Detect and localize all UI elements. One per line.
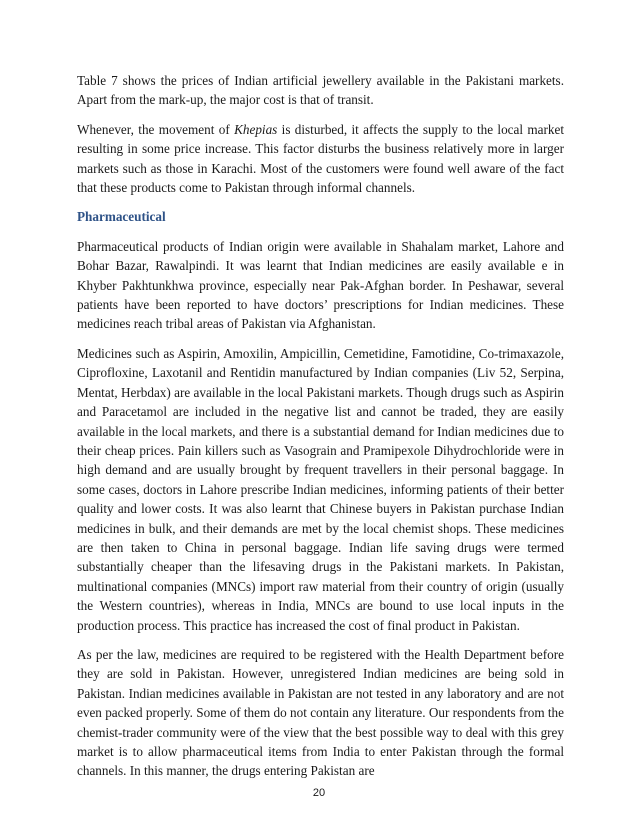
page-number: 20 [312, 787, 326, 799]
paragraph-registration-law: As per the law, medicines are required to be registered with the Health Department before they are sold in Pakistan. However, unregistered Indian medicines are being sold in Pakistan. Indian medicines available in Pakistan are not tested in any laboratory and are not even packed properly. Some of them do not contain any literature. Our respondents from the chemist-trader community were of the view that the best possible way to deal with this grey market is to allow pharmaceutical items from India to enter Pakistan through the formal channels. In this manner, the drugs entering Pakistan are [77, 646, 564, 779]
paragraph-khepias-start: Whenever, the movement of [77, 121, 235, 137]
paragraph-khepias [77, 120, 564, 198]
section-heading-pharmaceutical: Pharmaceutical [77, 209, 166, 225]
paragraph-pharma-origin: Pharmaceutical products of Indian origin were available in Shahalam market, Lahore and Bohar Bazar, Rawalpindi. It was learnt that Indian medicines are easily available e in Khyber Pakhtunkhwa province, especially near Pak-Afghan border. In Peshawar, several patients have been reported to have doctors’ prescriptions for Indian medicines. These medicines reach tribal areas of Pakistan via Afghanistan. [77, 238, 564, 332]
paragraph-jewellery-prices: Table 7 shows the prices of Indian artificial jewellery available in the Pakistani markets. Apart from the mark-up, the major cost is that of transit. [77, 73, 564, 108]
khepias-term: Khepias [234, 121, 278, 137]
paragraph-khepias-rest: is disturbed, it affects the supply to the local market resulting in some price increase. This factor disturbs the business relatively more in larger markets such as those in Karachi. Most of the customers were found well aware of the fact that these products come to Pakistan through informal channels. [77, 121, 564, 196]
paragraph-medicines-list: Medicines such as Aspirin, Amoxilin, Ampicillin, Cemetidine, Famotidine, Co-trimaxazole, Ciprofloxine, Laxotanil and Rentidin manufactured by Indian companies (Liv 52, Serpina, Mentat, Herbdax) are available in the local Pakistani markets. Though drugs such as Aspirin and Paracetamol are included in the negative list and cannot be traded, they are easily available in the local markets, and there is a substantial demand for Indian medicines due to their cheap prices. Pain killers such as Vasograin and Pramipexole Dihydrochloride were in high demand and are usually brought by frequent travellers in their personal baggage. In some cases, doctors in Lahore prescribe Indian medicines, informing patients of their better quality and lower costs. It was also learnt that Chinese buyers in Pakistan purchase Indian medicines in bulk, and their demands are met by the local chemist shops. These medicines are then taken to China in personal baggage. Indian life saving drugs were termed substantially cheaper than the lifesaving drugs in the Pakistani markets. In Pakistan, multinational companies (MNCs) import raw material from their country of origin (usually the Western countries), whereas in India, MNCs are bound to use local inputs in the production process. This practice has increased the cost of final product in Pakistan. [77, 345, 564, 633]
document-body [77, 62, 564, 791]
